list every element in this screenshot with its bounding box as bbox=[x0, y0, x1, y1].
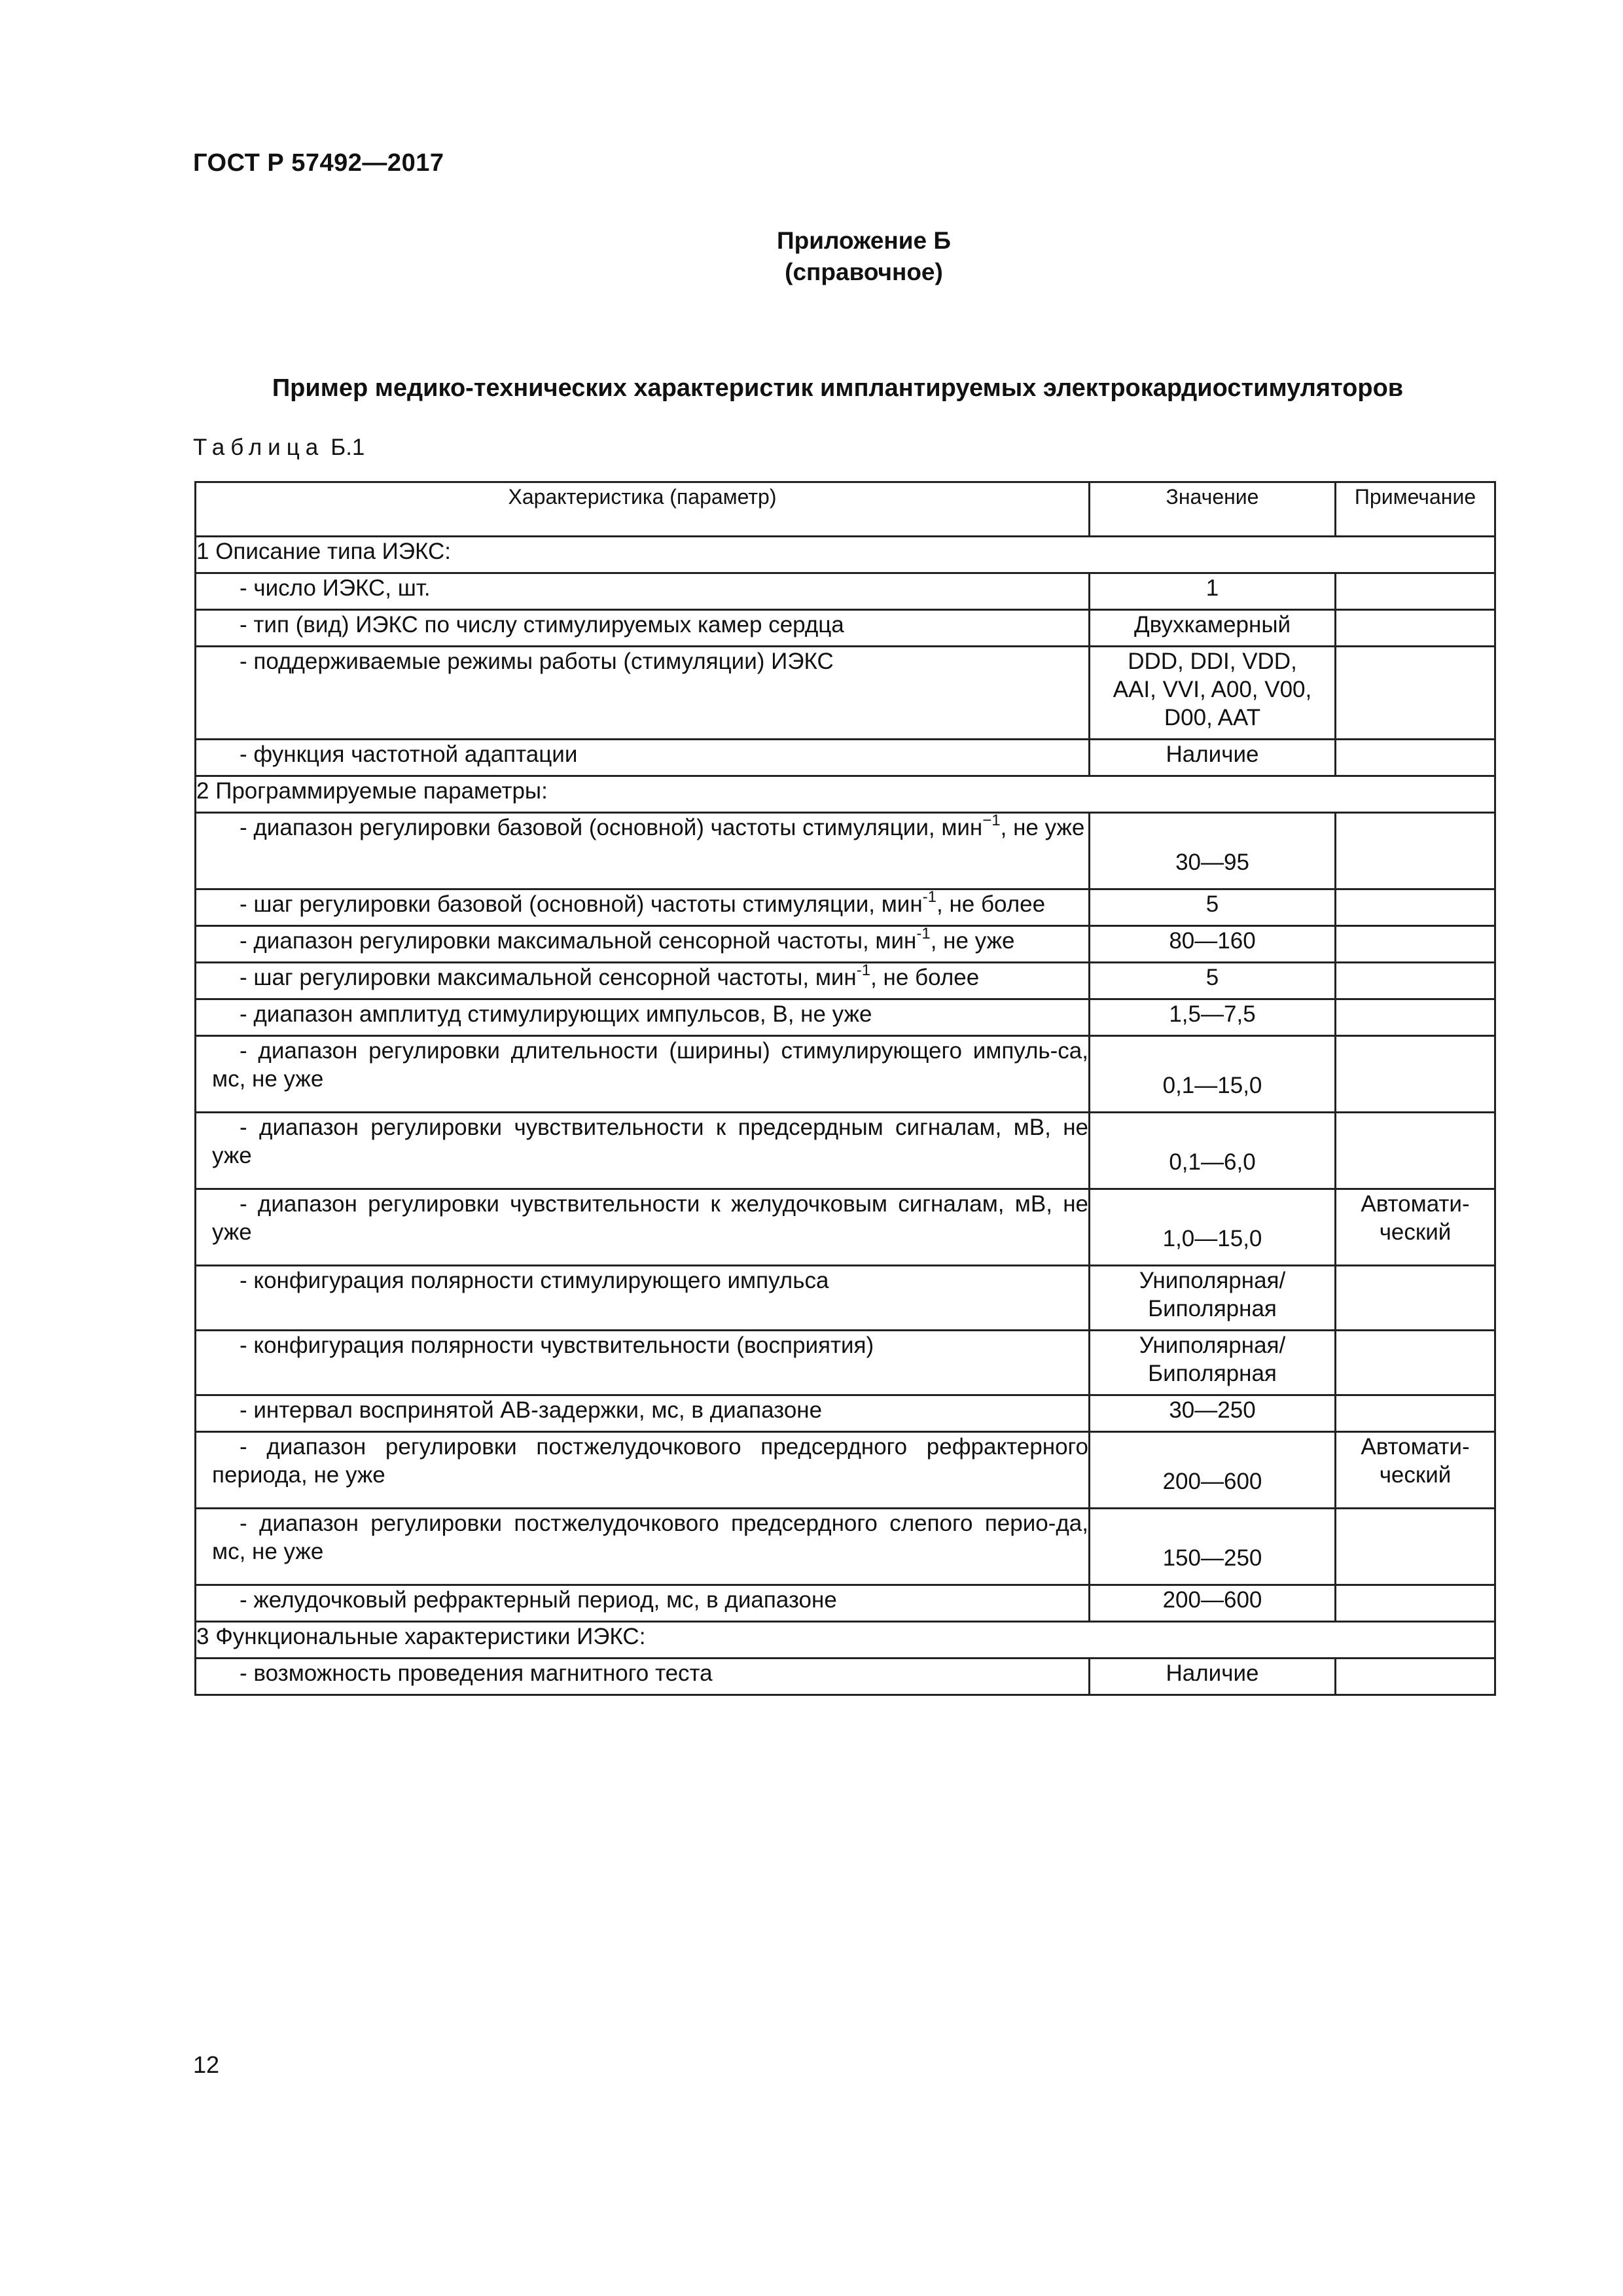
note-cell bbox=[1336, 1189, 1495, 1266]
note-cell bbox=[1336, 889, 1495, 926]
page-title: Пример медико-технических характеристик имплантируемых электрокардиостимуляторов bbox=[272, 374, 1404, 402]
section-row bbox=[196, 537, 1495, 573]
table-row bbox=[196, 926, 1495, 963]
value-cell: 0,1—15,0 bbox=[1090, 1036, 1336, 1113]
table-row bbox=[196, 1266, 1495, 1331]
value-cell: 30—95 bbox=[1090, 813, 1336, 889]
document-id: ГОСТ Р 57492—2017 bbox=[193, 149, 444, 177]
parameter-cell: - интервал воспринятой АВ-задержки, мс, в диапазоне bbox=[196, 1395, 1090, 1432]
section-row bbox=[196, 776, 1495, 813]
appendix-title: Приложение Б bbox=[777, 227, 951, 254]
note-cell bbox=[1336, 1113, 1495, 1189]
table-row bbox=[196, 889, 1495, 926]
section-title: 2 Программируемые параметры: bbox=[196, 776, 1495, 813]
parameter-cell: - конфигурация полярности стимулирующего импульса bbox=[196, 1266, 1090, 1331]
unit-exponent: -1 bbox=[922, 888, 937, 906]
column-header-parameter: Характеристика (параметр) bbox=[196, 482, 1090, 537]
parameter-text-suffix: , не более bbox=[936, 891, 1046, 917]
unit-exponent: -1 bbox=[916, 925, 931, 943]
value-cell: 0,1—6,0 bbox=[1090, 1113, 1336, 1189]
parameter-cell: - конфигурация полярности чувствительности (восприятия) bbox=[196, 1331, 1090, 1395]
parameter-text: - шаг регулировки базовой (основной) частоты стимуляции, мин bbox=[240, 891, 923, 917]
note-cell bbox=[1336, 573, 1495, 610]
parameter-text: - шаг регулировки максимальной сенсорной частоты, мин bbox=[240, 965, 857, 990]
note-cell bbox=[1336, 740, 1495, 776]
table-row bbox=[196, 963, 1495, 999]
value-line: Униполярная/ bbox=[1139, 1268, 1286, 1293]
parameter-cell: - диапазон амплитуд стимулирующих импульсов, В, не уже bbox=[196, 999, 1090, 1036]
note-line: Автомати- bbox=[1361, 1434, 1470, 1460]
parameter-text: - диапазон регулировки базовой (основной) частоты стимуляции, мин bbox=[240, 815, 983, 840]
table-row bbox=[196, 1113, 1495, 1189]
table-row bbox=[196, 1036, 1495, 1113]
section-row bbox=[196, 1622, 1495, 1659]
note-cell bbox=[1336, 647, 1495, 740]
value-cell: 80—160 bbox=[1090, 926, 1336, 963]
table-row bbox=[196, 1432, 1495, 1509]
value-line: Биполярная bbox=[1148, 1296, 1277, 1321]
table-row bbox=[196, 813, 1495, 889]
value-cell: 5 bbox=[1090, 963, 1336, 999]
note-line: ческий bbox=[1379, 1219, 1452, 1245]
parameter-cell bbox=[196, 963, 1090, 999]
note-line: Автомати- bbox=[1361, 1191, 1470, 1217]
table-row bbox=[196, 740, 1495, 776]
parameter-cell: - тип (вид) ИЭКС по числу стимулируемых камер сердца bbox=[196, 610, 1090, 647]
value-cell bbox=[1090, 1266, 1336, 1331]
table-caption-label: Таблица bbox=[193, 435, 325, 460]
note-cell bbox=[1336, 1432, 1495, 1509]
value-cell: 150—250 bbox=[1090, 1509, 1336, 1585]
note-cell bbox=[1336, 610, 1495, 647]
note-line: ческий bbox=[1379, 1462, 1452, 1488]
parameter-cell: - возможность проведения магнитного теста bbox=[196, 1659, 1090, 1695]
table-row bbox=[196, 1659, 1495, 1695]
parameter-cell: - диапазон регулировки постжелудочкового предсердного рефрактерного периода, не уже bbox=[196, 1432, 1090, 1509]
table-row bbox=[196, 999, 1495, 1036]
unit-exponent: -1 bbox=[856, 961, 871, 980]
table-caption bbox=[193, 435, 365, 461]
note-cell bbox=[1336, 926, 1495, 963]
parameter-cell: - желудочковый рефрактерный период, мс, в диапазоне bbox=[196, 1585, 1090, 1622]
column-header-value: Значение bbox=[1090, 482, 1336, 537]
value-cell: 200—600 bbox=[1090, 1432, 1336, 1509]
value-line: DDD, DDI, VDD, bbox=[1128, 649, 1297, 674]
table-row bbox=[196, 1395, 1495, 1432]
note-cell bbox=[1336, 1659, 1495, 1695]
table-row bbox=[196, 1585, 1495, 1622]
parameter-cell: - функция частотной адаптации bbox=[196, 740, 1090, 776]
parameter-cell: - диапазон регулировки длительности (ширины) стимулирующего импуль-са, мс, не уже bbox=[196, 1036, 1090, 1113]
section-title: 1 Описание типа ИЭКС: bbox=[196, 537, 1495, 573]
note-cell bbox=[1336, 999, 1495, 1036]
note-cell bbox=[1336, 1266, 1495, 1331]
table-row bbox=[196, 1509, 1495, 1585]
value-cell: Наличие bbox=[1090, 1659, 1336, 1695]
value-cell: 30—250 bbox=[1090, 1395, 1336, 1432]
value-cell: 1,0—15,0 bbox=[1090, 1189, 1336, 1266]
appendix-heading bbox=[0, 225, 1623, 288]
parameter-text: - диапазон регулировки максимальной сенсорной частоты, мин bbox=[240, 928, 917, 954]
table-row bbox=[196, 1189, 1495, 1266]
value-cell: 200—600 bbox=[1090, 1585, 1336, 1622]
parameter-text-suffix: , не более bbox=[870, 965, 980, 990]
value-cell bbox=[1090, 1331, 1336, 1395]
value-line: AAI, VVI, A00, V00, bbox=[1113, 677, 1312, 702]
parameter-cell: - число ИЭКС, шт. bbox=[196, 573, 1090, 610]
table-row bbox=[196, 647, 1495, 740]
section-title: 3 Функциональные характеристики ИЭКС: bbox=[196, 1622, 1495, 1659]
parameter-cell: - диапазон регулировки чувствительности к желудочковым сигналам, мВ, не уже bbox=[196, 1189, 1090, 1266]
value-line: Униполярная/ bbox=[1139, 1333, 1286, 1358]
parameter-text-suffix: , не уже bbox=[1000, 815, 1085, 840]
note-cell bbox=[1336, 1585, 1495, 1622]
parameter-cell: - диапазон регулировки чувствительности к предсердным сигналам, мВ, не уже bbox=[196, 1113, 1090, 1189]
value-cell: Наличие bbox=[1090, 740, 1336, 776]
value-cell bbox=[1090, 647, 1336, 740]
unit-exponent: −1 bbox=[982, 812, 1001, 830]
parameter-cell: - поддерживаемые режимы работы (стимуляции) ИЭКС bbox=[196, 647, 1090, 740]
note-cell bbox=[1336, 1331, 1495, 1395]
value-cell: 1 bbox=[1090, 573, 1336, 610]
value-line: D00, AAT bbox=[1164, 705, 1261, 730]
page-number: 12 bbox=[193, 2051, 220, 2078]
value-cell: 1,5—7,5 bbox=[1090, 999, 1336, 1036]
parameter-cell: - диапазон регулировки постжелудочкового предсердного слепого перио-да, мс, не уже bbox=[196, 1509, 1090, 1585]
parameter-cell bbox=[196, 813, 1090, 889]
parameter-text-suffix: , не уже bbox=[930, 928, 1015, 954]
table-header-row bbox=[196, 482, 1495, 537]
note-cell bbox=[1336, 1395, 1495, 1432]
note-cell bbox=[1336, 1036, 1495, 1113]
column-header-note: Примечание bbox=[1336, 482, 1495, 537]
value-cell: 5 bbox=[1090, 889, 1336, 926]
table-row bbox=[196, 610, 1495, 647]
parameter-cell bbox=[196, 889, 1090, 926]
table-row bbox=[196, 1331, 1495, 1395]
note-cell bbox=[1336, 963, 1495, 999]
value-cell: Двухкамерный bbox=[1090, 610, 1336, 647]
note-cell bbox=[1336, 1509, 1495, 1585]
appendix-kind: (справочное) bbox=[785, 259, 943, 285]
value-line: Биполярная bbox=[1148, 1361, 1277, 1386]
table-caption-number: Б.1 bbox=[330, 435, 365, 460]
parameter-cell bbox=[196, 926, 1090, 963]
note-cell bbox=[1336, 813, 1495, 889]
table-row bbox=[196, 573, 1495, 610]
specification-table bbox=[194, 481, 1496, 1696]
